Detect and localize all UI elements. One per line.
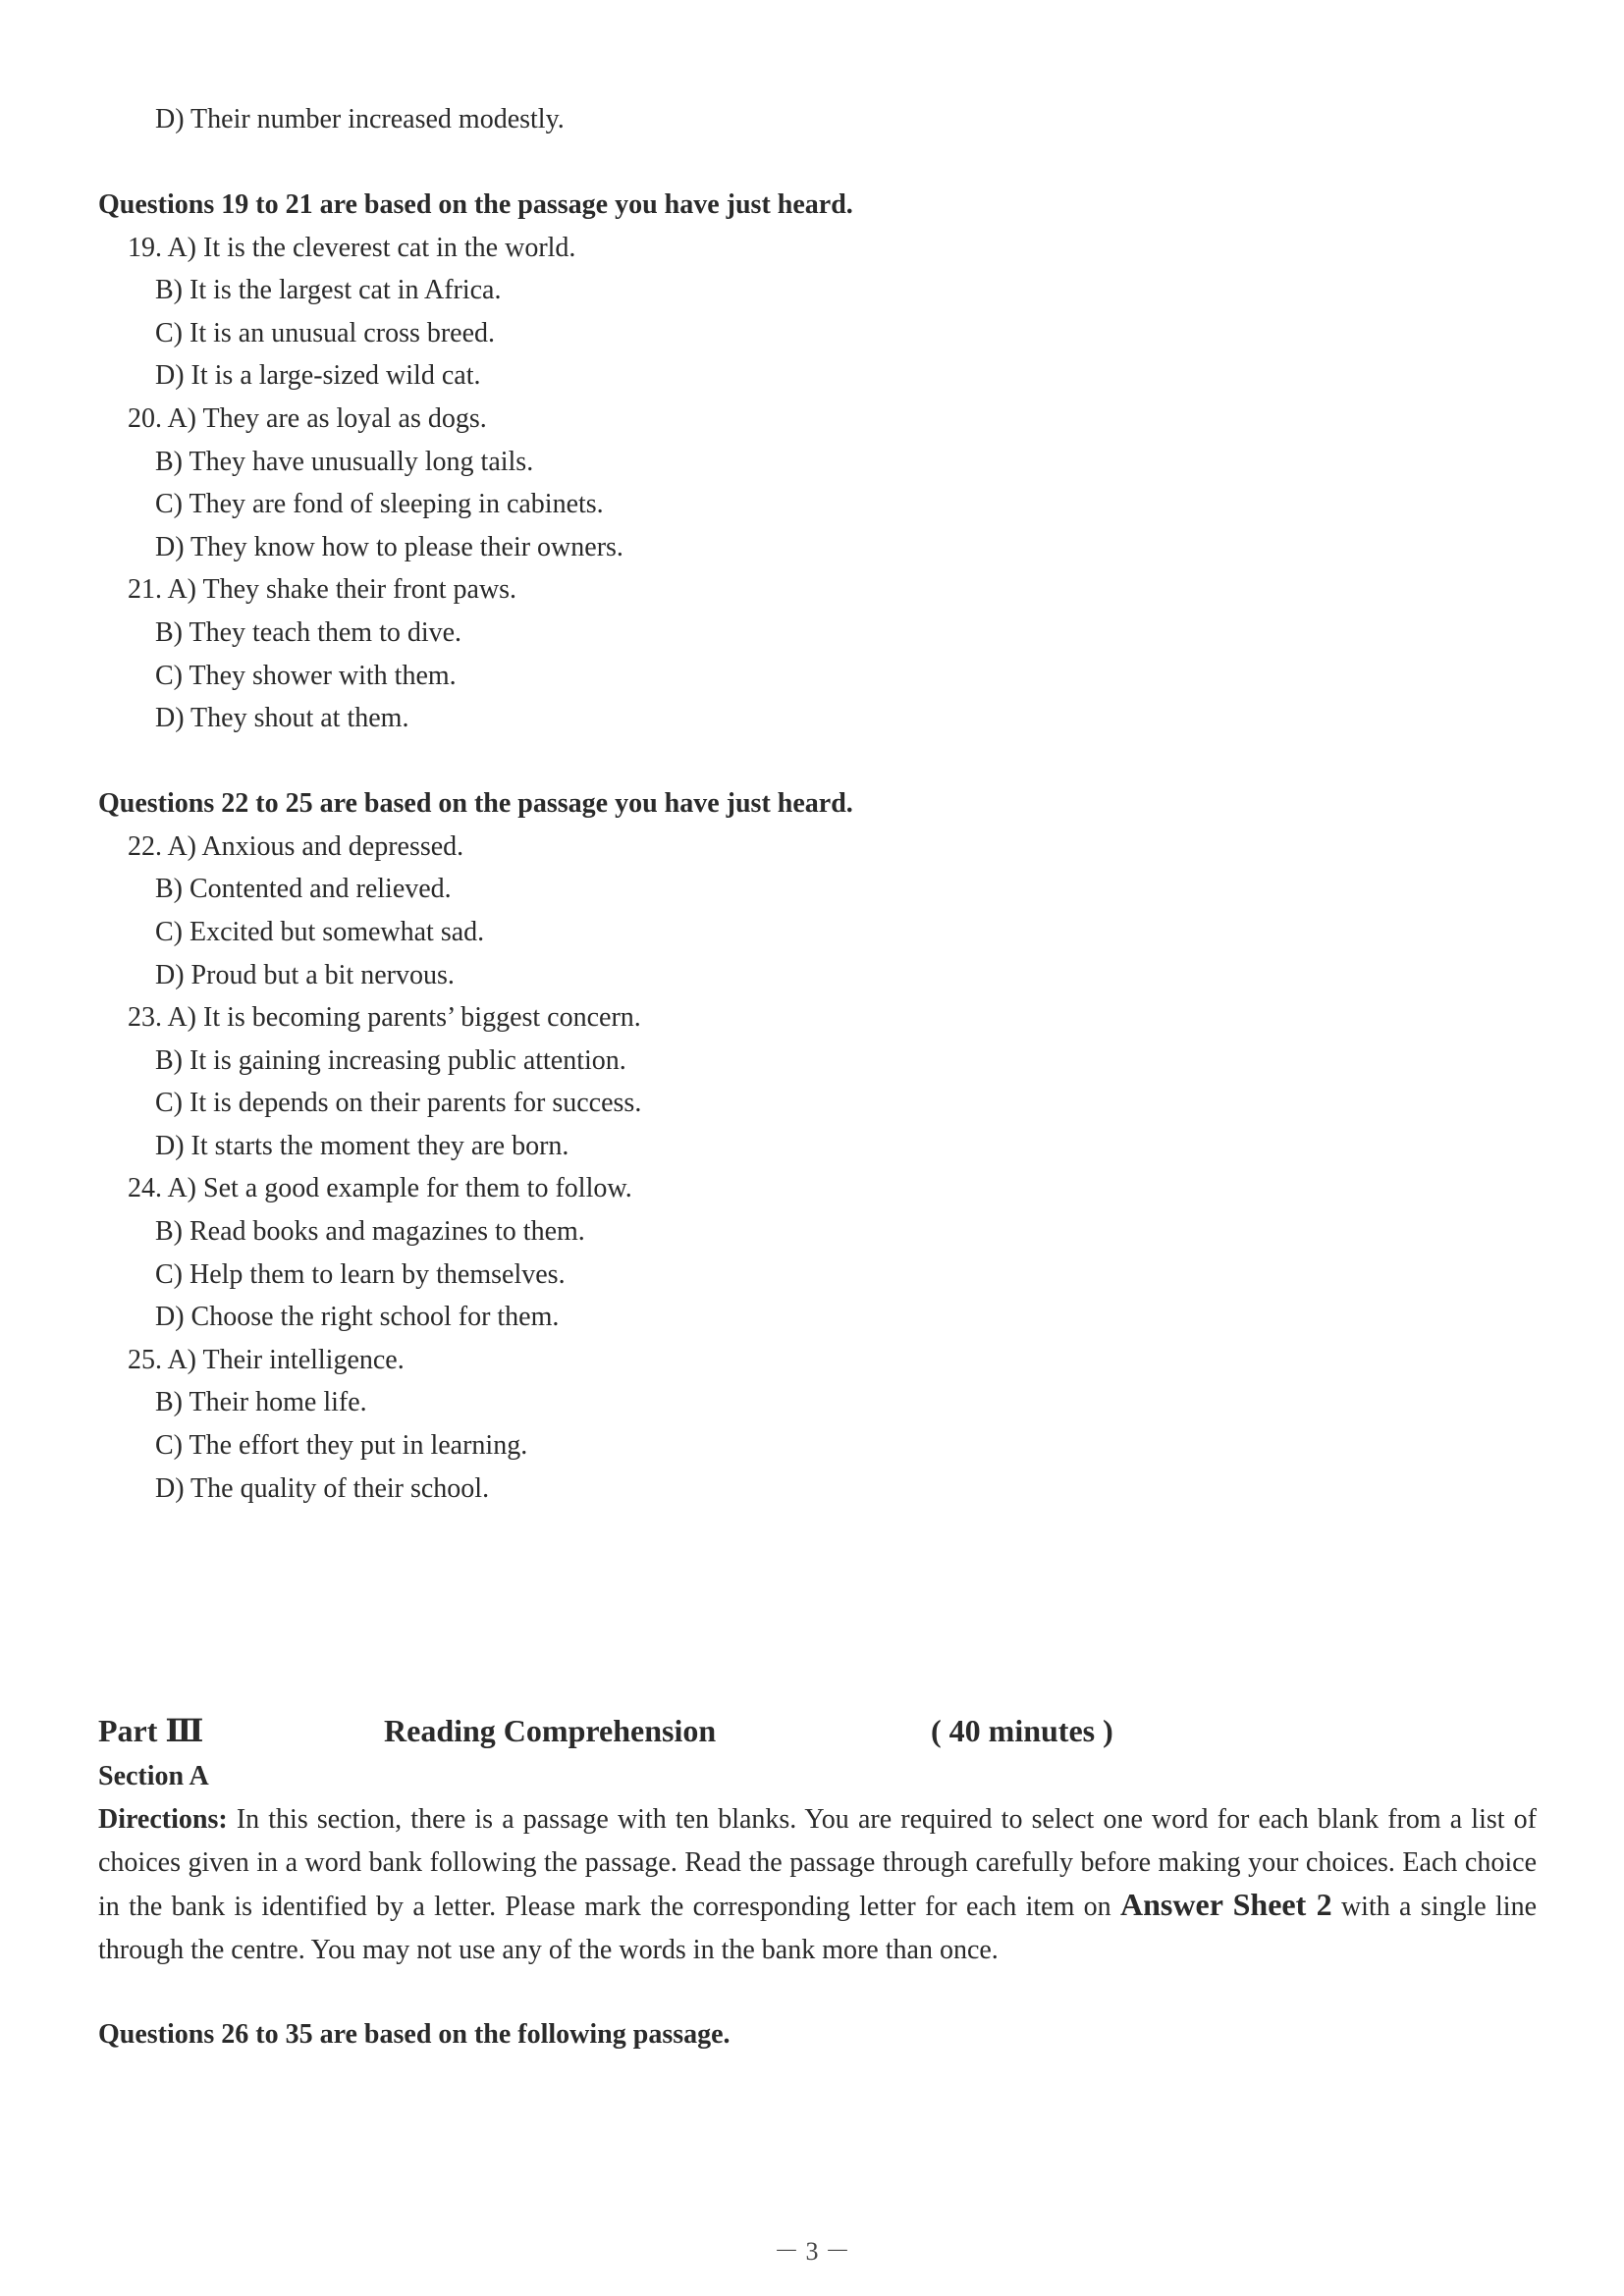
question-option: B) Read books and magazines to them. bbox=[155, 1216, 585, 1248]
question-option: B) It is gaining increasing public attention. bbox=[155, 1044, 626, 1076]
part-time: ( 40 minutes ) bbox=[931, 1713, 1113, 1749]
question-option: C) It is an unusual cross breed. bbox=[155, 317, 496, 348]
question-option: D) It is a large-sized wild cat. bbox=[155, 360, 481, 392]
question-23: 23. A) It is becoming parents’ biggest concern. bbox=[128, 1002, 641, 1034]
group-title: Questions 19 to 21 are based on the passage you have just heard. bbox=[98, 188, 853, 220]
part-label: Part Ⅲ bbox=[98, 1713, 204, 1749]
question-group-19-21 bbox=[98, 184, 1537, 740]
part-title: Reading Comprehension bbox=[384, 1713, 717, 1749]
question-option: D) The quality of their school. bbox=[155, 1472, 490, 1504]
answer-sheet-emphasis: Answer Sheet 2 bbox=[1120, 1887, 1332, 1923]
directions-text: In this section, there is a passage with ten blanks. You are required to select one word for each blank from a list of choices given in a word bank following the passage. Read the passage through carefully before making your choices. Each choice in the bank is identified by a letter. Please mark the corresponding letter for each item on bbox=[98, 1804, 1537, 1923]
question-option: D) Their number increased modestly. bbox=[155, 104, 565, 134]
question-option: C) They are fond of sleeping in cabinets. bbox=[155, 489, 604, 520]
question-option: B) Contented and relieved. bbox=[155, 874, 452, 905]
group-title: Questions 22 to 25 are based on the passage you have just heard. bbox=[98, 787, 853, 819]
part-header bbox=[98, 1706, 1537, 1755]
question-group-22-25 bbox=[98, 782, 1537, 1511]
directions-paragraph bbox=[98, 1798, 1537, 1971]
question-option: C) The effort they put in learning. bbox=[155, 1430, 528, 1462]
question-22: 22. A) Anxious and depressed. bbox=[128, 830, 464, 862]
question-20: 20. A) They are as loyal as dogs. bbox=[128, 402, 487, 434]
exam-page bbox=[98, 98, 1537, 2056]
question-option: D) They shout at them. bbox=[155, 703, 409, 734]
question-24: 24. A) Set a good example for them to follow. bbox=[128, 1173, 632, 1204]
question-option: B) They teach them to dive. bbox=[155, 616, 462, 648]
question-option: C) They shower with them. bbox=[155, 660, 457, 691]
question-19: 19. A) It is the cleverest cat in the world. bbox=[128, 232, 576, 263]
page-number: － 3 － bbox=[773, 2237, 850, 2266]
question-option: D) Proud but a bit nervous. bbox=[155, 959, 455, 990]
directions-label: Directions: bbox=[98, 1804, 228, 1836]
question-option: C) Excited but somewhat sad. bbox=[155, 916, 485, 947]
question-option: D) It starts the moment they are born. bbox=[155, 1130, 569, 1161]
section-label: Section A bbox=[98, 1761, 209, 1792]
question-option: B) It is the largest cat in Africa. bbox=[155, 275, 502, 306]
question-option: B) They have unusually long tails. bbox=[155, 446, 534, 477]
question-option: D) They know how to please their owners. bbox=[155, 531, 623, 562]
directions-text-end: with a single line through the centre. You may not use any of the words in the bank more than once. bbox=[98, 1892, 1538, 1965]
question-option: C) Help them to learn by themselves. bbox=[155, 1258, 566, 1290]
passage-intro: Questions 26 to 35 are based on the following passage. bbox=[98, 2019, 731, 2051]
question-option: C) It is depends on their parents for success. bbox=[155, 1088, 642, 1119]
question-21: 21. A) They shake their front paws. bbox=[128, 574, 517, 606]
question-25: 25. A) Their intelligence. bbox=[128, 1344, 405, 1375]
question-option: B) Their home life. bbox=[155, 1387, 367, 1418]
question-option: D) Choose the right school for them. bbox=[155, 1302, 560, 1333]
